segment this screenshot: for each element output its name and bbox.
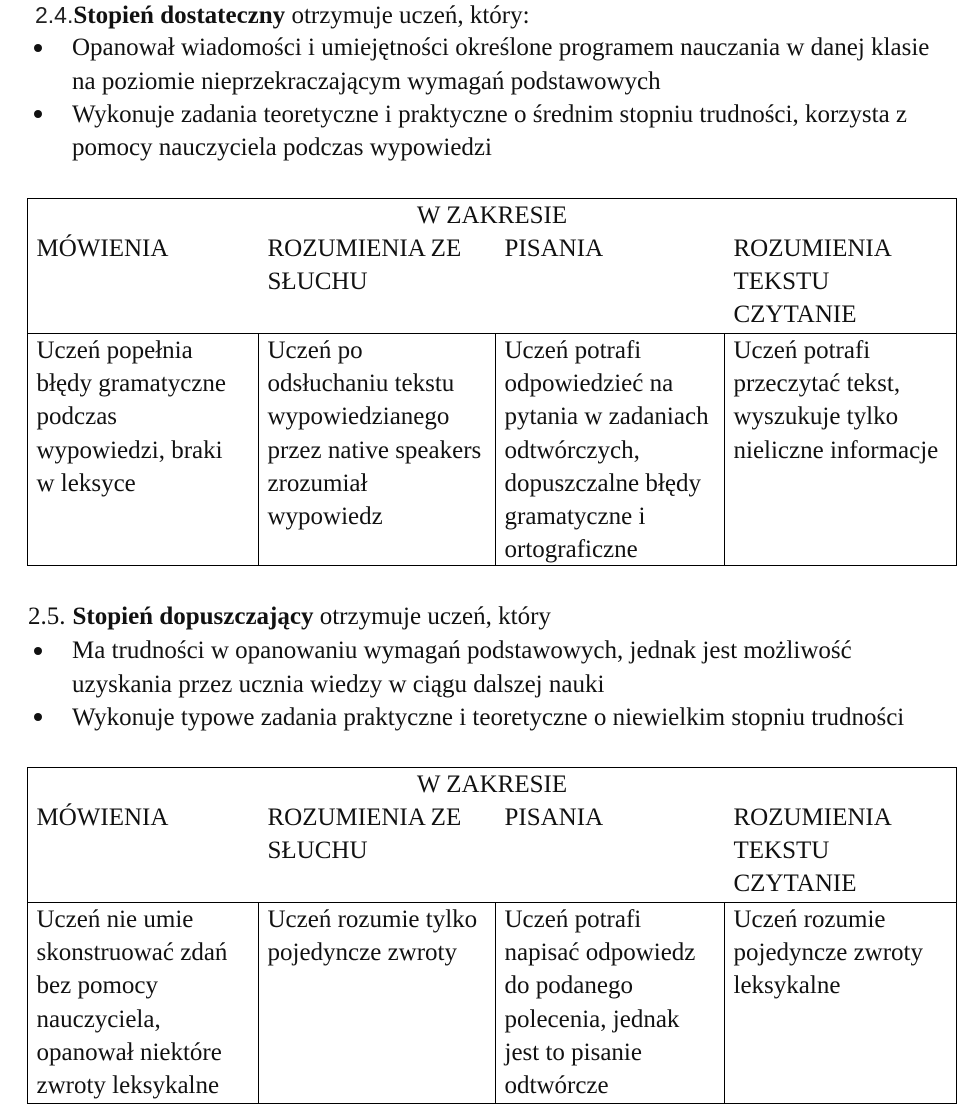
- section-heading: [35, 0, 530, 32]
- bullet-icon: [34, 44, 42, 52]
- section-intro: otrzymuje uczeń, który:: [285, 2, 530, 29]
- cell-line: odpowiedzieć na: [504, 370, 674, 398]
- table-cell-listening: [258, 334, 495, 565]
- cell-line: nauczyciela,: [36, 1005, 161, 1033]
- table-cell-reading: [724, 903, 956, 1103]
- list-item-line: uzyskania przez ucznia wiedzy w ciągu dalszej nauki: [72, 670, 605, 698]
- cell-line: przez native speakers: [267, 436, 482, 464]
- header-line: PISANIA: [504, 803, 604, 831]
- header-line: ROZUMIENIA: [733, 234, 892, 262]
- header-line: MÓWIENIA: [36, 803, 169, 831]
- cell-line: polecenia, jednak: [504, 1005, 680, 1033]
- header-line: CZYTANIE: [733, 869, 857, 897]
- list-item-line: Opanował wiadomości i umiejętności określone programem nauczania w danej klasie: [72, 34, 930, 62]
- cell-line: ortograficzne: [504, 536, 638, 564]
- cell-line: w leksyce: [36, 469, 136, 497]
- header-line: TEKSTU: [733, 836, 830, 864]
- column-header-speaking: [28, 232, 258, 265]
- section-number: 2.5.: [28, 603, 66, 631]
- cell-line: do podanego: [504, 972, 633, 1000]
- bullet-icon: [34, 110, 42, 118]
- header-line: SŁUCHU: [267, 836, 368, 864]
- table-cell-speaking: [28, 334, 258, 565]
- cell-line: Uczeń potrafi: [504, 906, 642, 933]
- list-item-line: Wykonuje zadania teoretyczne i praktyczne o średnim stopniu trudności, korzysta z: [72, 100, 908, 128]
- header-line: ROZUMIENIA ZE: [267, 234, 462, 262]
- section-intro: otrzymuje uczeń, który: [313, 603, 551, 631]
- column-header-listening: [258, 232, 495, 298]
- table-caption: W ZAKRESIE: [416, 202, 568, 229]
- cell-line: pojedyncze zwroty: [267, 939, 458, 967]
- column-header-writing: [495, 232, 724, 265]
- cell-line: pytania w zadaniach: [504, 403, 709, 431]
- cell-line: opanował niektóre: [36, 1038, 222, 1066]
- cell-line: odtwórczych,: [504, 436, 640, 464]
- cell-line: Uczeń rozumie tylko: [267, 906, 478, 933]
- cell-line: pojedyncze zwroty: [733, 939, 924, 967]
- list-item: [72, 98, 907, 164]
- header-line: MÓWIENIA: [36, 234, 169, 262]
- cell-line: wyszukuje tylko: [733, 403, 899, 431]
- cell-line: leksykalne: [733, 972, 841, 1000]
- column-header-writing: [495, 801, 724, 834]
- grade-name: Stopień dopuszczający: [72, 603, 314, 631]
- bullet-icon: [34, 647, 42, 655]
- table-caption: W ZAKRESIE: [416, 771, 568, 798]
- table-cell-speaking: [28, 903, 258, 1103]
- header-line: SŁUCHU: [267, 267, 368, 295]
- cell-line: Uczeń nie umie: [36, 906, 194, 933]
- column-header-listening: [258, 801, 495, 867]
- cell-line: gramatyczne i: [504, 502, 646, 530]
- cell-line: nieliczne informacje: [733, 436, 939, 464]
- cell-line: wypowiedz: [267, 502, 383, 530]
- column-header-speaking: [28, 801, 258, 834]
- requirements-table: [27, 767, 957, 1104]
- cell-line: Uczeń potrafi: [733, 337, 871, 364]
- list-item-line: Wykonuje typowe zadania praktyczne i teoretyczne o niewielkim stopniu trudności: [72, 703, 905, 731]
- cell-line: napisać odpowiedz: [504, 939, 696, 967]
- cell-line: zwroty leksykalne: [36, 1071, 220, 1099]
- cell-line: błędy gramatyczne: [36, 370, 226, 398]
- cell-line: zrozumiał: [267, 469, 368, 497]
- list-item: [72, 31, 929, 97]
- section-number: 2.4.: [35, 2, 74, 28]
- list-item-line: Ma trudności w opanowaniu wymagań podstawowych, jednak jest możliwość: [72, 637, 852, 665]
- cell-line: skonstruować zdań: [36, 939, 228, 967]
- header-line: TEKSTU: [733, 267, 830, 295]
- list-item: [72, 634, 852, 700]
- cell-line: podczas: [36, 403, 118, 431]
- header-line: PISANIA: [504, 234, 604, 262]
- cell-line: Uczeń popełnia: [36, 337, 193, 364]
- column-header-reading: [724, 232, 956, 332]
- requirements-table: [27, 198, 957, 566]
- cell-line: przeczytać tekst,: [733, 370, 901, 398]
- list-item-line: pomocy nauczyciela podczas wypowiedzi: [72, 133, 492, 161]
- list-item: [72, 701, 904, 734]
- table-cell-reading: [724, 334, 956, 565]
- section-heading: [28, 600, 551, 633]
- table-cell-listening: [258, 903, 495, 1103]
- cell-line: Uczeń potrafi: [504, 337, 642, 364]
- cell-line: wypowiedzianego: [267, 403, 450, 431]
- table-cell-writing: [495, 903, 724, 1103]
- cell-line: wypowiedzi, braki: [36, 436, 223, 464]
- grade-name: Stopień dostateczny: [73, 2, 286, 29]
- cell-line: Uczeń rozumie: [733, 906, 886, 933]
- header-line: CZYTANIE: [733, 300, 857, 328]
- cell-line: odtwórcze: [504, 1071, 609, 1099]
- cell-line: jest to pisanie: [504, 1038, 642, 1066]
- cell-line: dopuszczalne błędy: [504, 469, 701, 497]
- column-header-reading: [724, 801, 956, 901]
- header-line: ROZUMIENIA: [733, 803, 892, 831]
- list-item-line: na poziomie nieprzekraczającym wymagań podstawowych: [72, 67, 661, 95]
- cell-line: Uczeń po: [267, 337, 363, 364]
- cell-line: odsłuchaniu tekstu: [267, 370, 455, 398]
- bullet-icon: [34, 713, 42, 721]
- cell-line: bez pomocy: [36, 972, 158, 1000]
- header-line: ROZUMIENIA ZE: [267, 803, 462, 831]
- table-cell-writing: [495, 334, 724, 565]
